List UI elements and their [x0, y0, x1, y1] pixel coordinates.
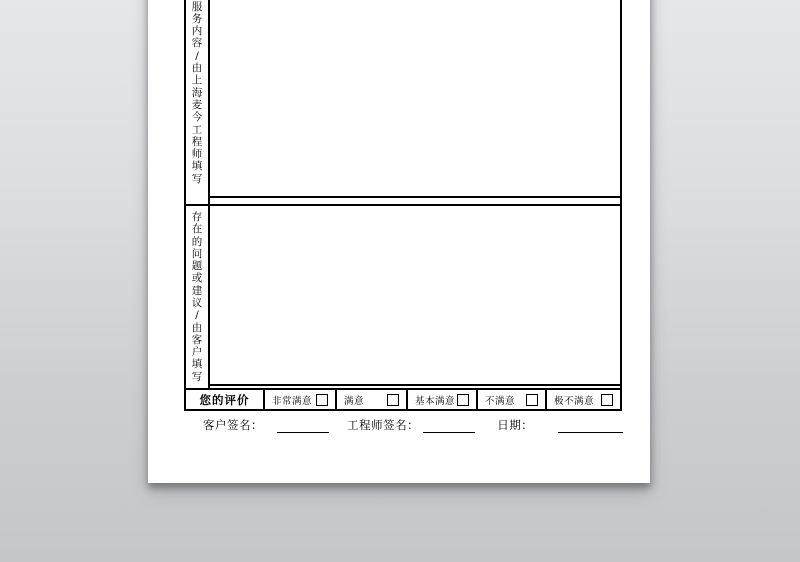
unsatisfied-checkbox[interactable]: [526, 394, 538, 406]
basically-satisfied-checkbox[interactable]: [457, 394, 469, 406]
option-very-unsatisfied-label: 极不满意: [554, 395, 595, 407]
date-line[interactable]: [558, 420, 623, 433]
option-basically-satisfied: [408, 390, 478, 409]
service-content-area[interactable]: [210, 0, 620, 204]
very-unsatisfied-checkbox[interactable]: [601, 394, 613, 406]
service-row-label: 服 务 内 容 / 由 上 海 麦 今 工 程 师 填 写: [191, 0, 203, 185]
customer-signature-label: 客户签名：: [203, 418, 263, 432]
option-very-satisfied-label: 非常满意: [272, 395, 313, 407]
customer-signature-line[interactable]: [277, 420, 329, 433]
option-unsatisfied: [478, 390, 547, 409]
table-row-service: [186, 0, 620, 206]
option-basically-satisfied-label: 基本满意: [415, 395, 456, 407]
very-satisfied-checkbox[interactable]: [316, 394, 328, 406]
date-label: 日期：: [497, 418, 534, 432]
option-very-unsatisfied: [547, 390, 620, 409]
engineer-signature-label: 工程师签名：: [347, 418, 420, 432]
problems-row-label-cell: [186, 206, 210, 388]
option-satisfied-label: 满意: [344, 395, 365, 407]
satisfied-checkbox[interactable]: [387, 394, 399, 406]
table-row-problems: [186, 206, 620, 388]
option-unsatisfied-label: 不满意: [485, 395, 516, 407]
option-satisfied: [337, 390, 408, 409]
signature-row: [203, 417, 623, 433]
evaluation-row: [186, 388, 620, 411]
document-sheet: [148, 0, 650, 483]
service-row-label-cell: [186, 0, 210, 204]
evaluation-title: 您的评价: [186, 390, 265, 409]
option-very-satisfied: [265, 390, 337, 409]
problems-content-area[interactable]: [210, 206, 620, 388]
form-table: [184, 0, 622, 411]
problems-row-label: 存 在 的 问 题 或 建 议 / 由 客 户 填 写: [191, 210, 203, 383]
engineer-signature-line[interactable]: [423, 420, 475, 433]
